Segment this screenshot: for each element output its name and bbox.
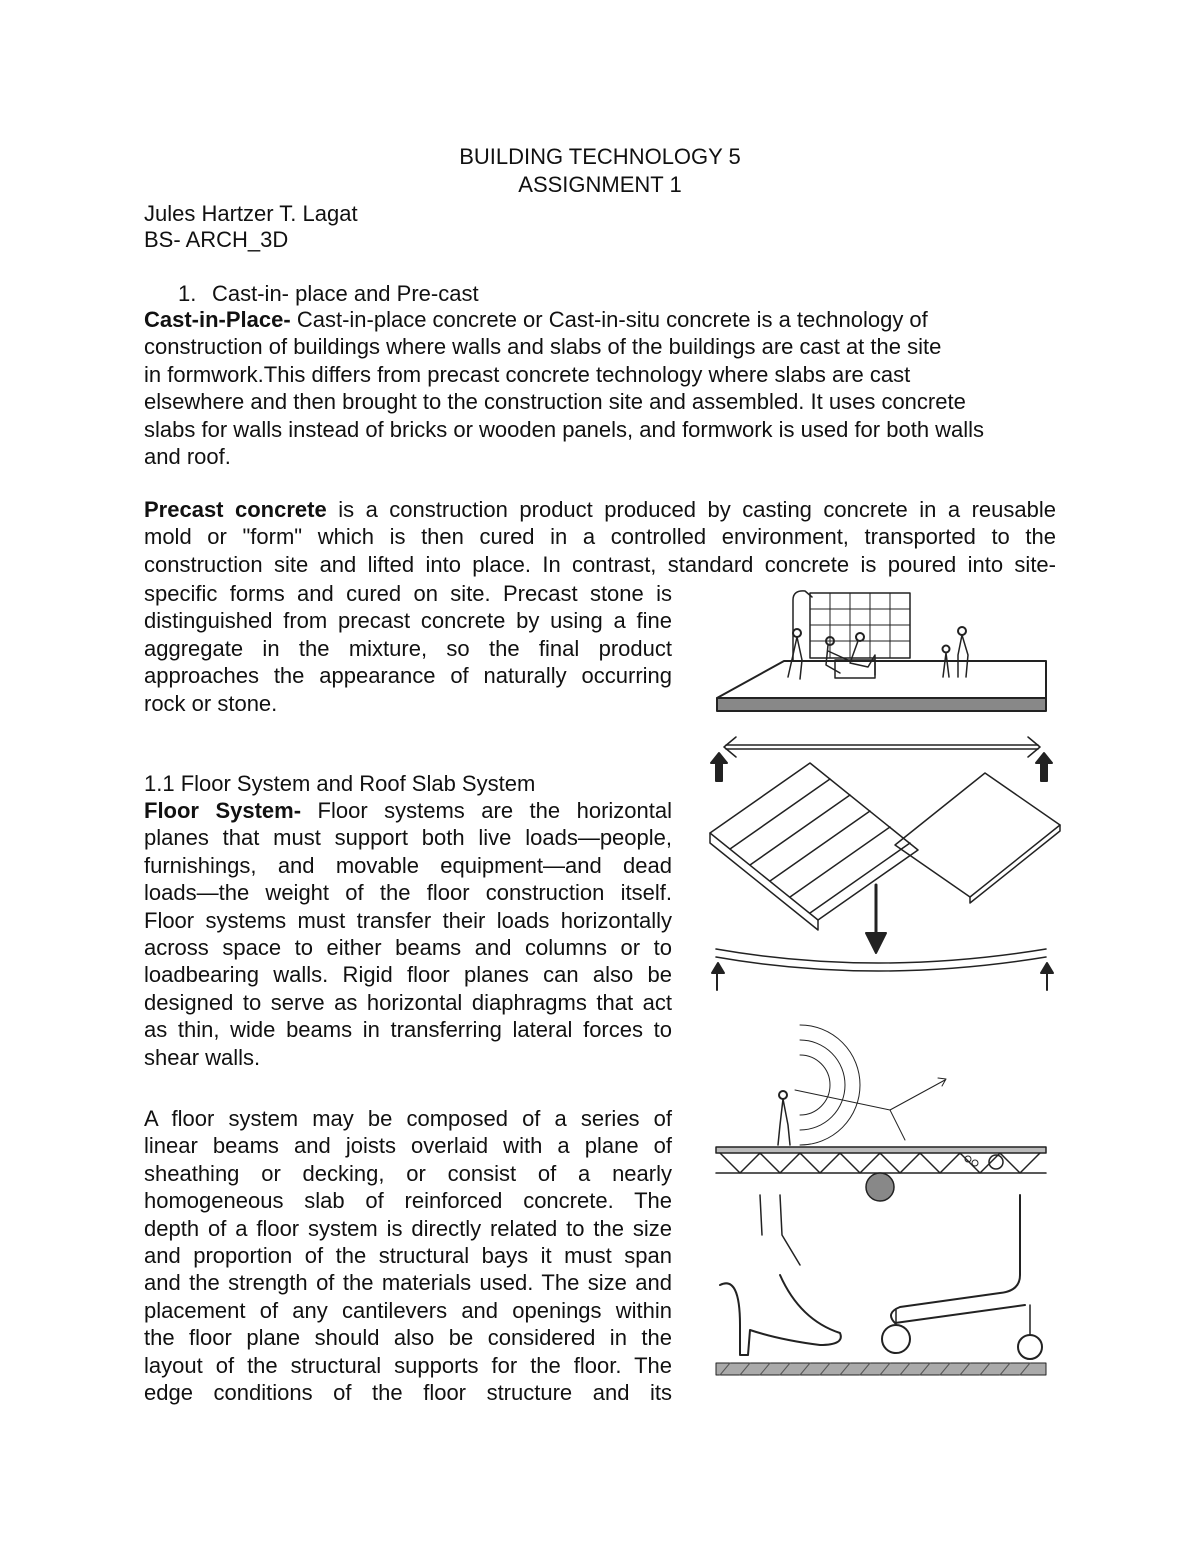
precast-paragraph-continued — [144, 580, 672, 717]
paragraph-line: A floor system may be composed of a series of — [144, 1106, 672, 1131]
deflection-drawing — [712, 885, 1053, 990]
paragraph-line: construction site and lifted into place. In contrast, standard concrete is poured into site- — [144, 551, 1056, 577]
paragraph-line: edge conditions of the floor structure and its — [144, 1380, 672, 1406]
paragraph-line: the floor plane should also be considered in the — [144, 1325, 672, 1351]
paragraph-line: loadbearing walls. Rigid floor planes can also be — [144, 962, 672, 988]
student-name: Jules Hartzer T. Lagat — [144, 201, 358, 226]
paragraph-line: furnishings, and movable equipment—and dead — [144, 852, 672, 878]
joists-and-decking-drawing — [710, 763, 1060, 930]
paragraph-line: construction of buildings where walls and slabs of the buildings are cast at the site — [144, 334, 942, 360]
paragraph-line: across space to either beams and columns or to — [144, 935, 672, 961]
paragraph-line: slabs for walls instead of bricks or wooden panels, and formwork is used for both walls — [144, 416, 985, 442]
paragraph-line: Cast-in-place concrete or Cast-in-situ concrete is a technology of — [290, 307, 928, 332]
floor-composition-paragraph — [144, 1105, 672, 1406]
section-heading: Cast-in- place and Pre-cast — [212, 281, 479, 306]
paragraph-line: mold or "form" which is then cured in a controlled environment, transported to the — [144, 524, 1056, 550]
paragraph-line: loads—the weight of the floor construction itself. — [144, 880, 672, 906]
precast-term: Precast concrete — [144, 497, 327, 522]
paragraph-line: depth of a floor system is directly related to the size — [144, 1215, 672, 1241]
cast-in-place-paragraph — [144, 306, 1024, 470]
span-arrows-drawing — [711, 737, 1052, 781]
course-title: BUILDING TECHNOLOGY 5 — [459, 144, 741, 169]
section-number: 1. — [178, 281, 197, 306]
paragraph-line: placement of any cantilevers and openings within — [144, 1297, 672, 1323]
paragraph-line: approaches the appearance of naturally occurring — [144, 663, 672, 689]
cast-in-place-term: Cast-in-Place- — [144, 307, 291, 332]
paragraph-line: sheathing or decking, or consist of a nearly — [144, 1160, 672, 1186]
paragraph-line: as thin, wide beams in transferring lateral forces to — [144, 1017, 672, 1043]
paragraph-line: and proportion of the structural bays it must span — [144, 1243, 672, 1269]
subsection-heading: 1.1 Floor System and Roof Slab System — [144, 771, 536, 796]
paragraph-line: is a construction product produced by casting concrete in a reusable — [326, 497, 1056, 522]
paragraph-line: distinguished from precast concrete by using a fine — [144, 608, 672, 634]
paragraph-line: aggregate in the mixture, so the final product — [144, 635, 672, 661]
paragraph-line: designed to serve as horizontal diaphragms that act — [144, 989, 672, 1015]
assignment-title: ASSIGNMENT 1 — [518, 172, 682, 197]
paragraph-line: linear beams and joists overlaid with a plane of — [144, 1133, 672, 1159]
paragraph-line: layout of the structural supports for the floor. The — [144, 1352, 672, 1378]
precast-paragraph — [144, 496, 1056, 578]
paragraph-line: and the strength of the materials used. The size and — [144, 1270, 672, 1296]
floor-system-illustration — [700, 585, 1070, 1415]
floor-system-term: Floor System- — [144, 798, 302, 823]
paragraph-line: in formwork.This differs from precast concrete technology where slabs are cast — [144, 361, 911, 387]
paragraph-line: shear walls. — [144, 1044, 261, 1070]
paragraph-line: Floor systems must transfer their loads horizontally — [144, 907, 672, 933]
floor-system-paragraph — [144, 797, 672, 1071]
slab-with-occupants-drawing — [717, 591, 1046, 711]
paragraph-line: specific forms and cured on site. Precast stone is — [144, 581, 672, 606]
paragraph-line: homogeneous slab of reinforced concrete. The — [144, 1188, 672, 1214]
student-section: BS- ARCH_3D — [144, 227, 289, 252]
paragraph-line: and roof. — [144, 444, 231, 470]
sound-transmission-drawing — [716, 1025, 1046, 1201]
paragraph-line: planes that must support both live loads—people, — [144, 825, 672, 851]
paragraph-line: Floor systems are the horizontal — [301, 798, 672, 823]
paragraph-line: rock or stone. — [144, 690, 278, 716]
floor-wear-drawing — [716, 1195, 1046, 1375]
paragraph-line: elsewhere and then brought to the construction site and assembled. It uses concrete — [144, 389, 966, 415]
